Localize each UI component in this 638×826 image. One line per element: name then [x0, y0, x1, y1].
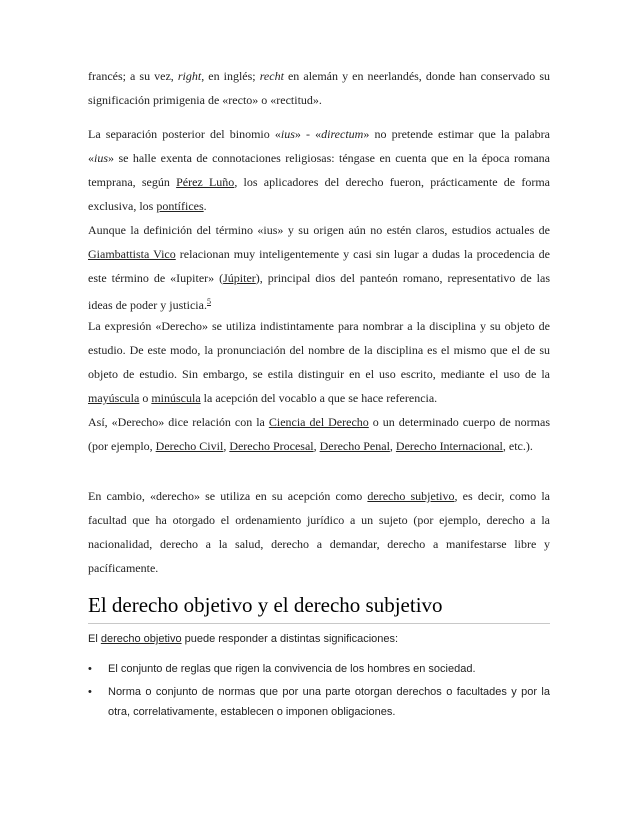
text: , [389, 439, 396, 453]
link-derecho-objetivo[interactable]: derecho objetivo [100, 633, 182, 645]
link-ciencia-del-derecho[interactable]: Ciencia del Derecho [268, 415, 369, 429]
paragraph-etymology [88, 64, 550, 112]
term-ius: ius [280, 127, 295, 141]
text: El [88, 633, 101, 645]
paragraph-expresion-derecho [88, 314, 550, 410]
paragraph-binomio [88, 122, 550, 218]
text: o un determinado cuerpo de normas (por ejemplo, [88, 415, 551, 453]
text: francés; a su vez, [88, 69, 178, 83]
text: la acepción del vocablo a que se hace referencia. [200, 391, 438, 405]
list-item-text: El conjunto de reglas que rigen la convivencia de los hombres en sociedad. [108, 663, 476, 675]
text: , etc.). [502, 439, 533, 453]
link-giambattista-vico[interactable]: Giambattista Vico [88, 247, 176, 261]
text: en alemán y en neerlandés, donde han conservado su significación primigenia de «recto» o «rectitud». [88, 69, 551, 107]
list-item-text: Norma o conjunto de normas que por una parte otorgan derechos o facultades y por la otra, correlativamente, establecen o imponen obligaciones. [108, 686, 550, 718]
text: puede responder a distintas significaciones: [181, 633, 399, 645]
link-perez-luno[interactable]: Pérez Luño [176, 175, 235, 189]
text: La separación posterior del binomio « [88, 127, 281, 141]
text: , [223, 439, 230, 453]
link-derecho-internacional[interactable]: Derecho Internacional [395, 439, 503, 453]
term-recht: recht [259, 69, 284, 83]
link-derecho-civil[interactable]: Derecho Civil [155, 439, 224, 453]
text: o [139, 391, 152, 405]
text: La expresión «Derecho» se utiliza indistintamente para nombrar a la disciplina y su objeto de estudio. De este modo, la pronunciación del nombre de la disciplina es el mismo que el de su objeto de estudio. Sin embargo, se estila distinguir en el uso escrito, mediante el uso de la [88, 319, 550, 381]
heading-divider [88, 623, 550, 624]
paragraph-origen-ius [88, 218, 550, 317]
footnote-link[interactable]: 5 [206, 297, 211, 306]
paragraph-derecho-subjetivo [88, 484, 550, 580]
term-right: right [177, 69, 202, 83]
paragraph-ciencia-derecho [88, 410, 550, 458]
link-mayuscula[interactable]: mayúscula [88, 391, 140, 405]
text: Aunque la definición del término «ius» y su origen aún no estén claros, estudios actuales de [88, 223, 550, 237]
list-item [88, 659, 550, 679]
link-jupiter[interactable]: Júpiter [223, 271, 256, 285]
text: relacionan muy inteligentemente y casi sin lugar a dudas la procedencia de este término de «Iupiter» ( [88, 247, 550, 285]
text: » no pretende estimar que la palabra « [88, 127, 550, 165]
definitions-list [88, 659, 550, 725]
text: » - « [294, 127, 322, 141]
bullet-icon: • [88, 663, 92, 675]
text: . [203, 199, 207, 213]
link-derecho-procesal[interactable]: Derecho Procesal [229, 439, 314, 453]
text: En cambio, «derecho» se utiliza en su acepción como [88, 489, 368, 503]
text: , es decir, como la facultad que ha otorgado el ordenamiento jurídico a un sujeto (por ejemplo, derecho a la nacionalidad, derecho a la salud, derecho a demandar, derecho a manifestarse libre y pacíficamente. [88, 489, 550, 575]
link-derecho-penal[interactable]: Derecho Penal [319, 439, 390, 453]
text: ), principal dios del panteón romano, representativo de las ideas de poder y justicia. [88, 271, 550, 312]
list-item [88, 682, 550, 722]
link-derecho-subjetivo[interactable]: derecho subjetivo [367, 489, 455, 503]
text: , [313, 439, 320, 453]
section-heading: El derecho objetivo y el derecho subjetivo [88, 593, 443, 617]
section-intro [88, 629, 550, 649]
term-ius: ius [94, 151, 109, 165]
term-directum: directum [321, 127, 364, 141]
text: » se halle exenta de connotaciones religiosas: téngase en cuenta que en la época romana temprana, según [88, 151, 550, 189]
link-minuscula[interactable]: minúscula [151, 391, 201, 405]
text: , los aplicadores del derecho fueron, prácticamente de forma exclusiva, los [88, 175, 550, 213]
link-pontifices[interactable]: pontífices [156, 199, 204, 213]
bullet-icon: • [88, 686, 92, 698]
text: Así, «Derecho» dice relación con la [88, 415, 269, 429]
text: , en inglés; [201, 69, 260, 83]
